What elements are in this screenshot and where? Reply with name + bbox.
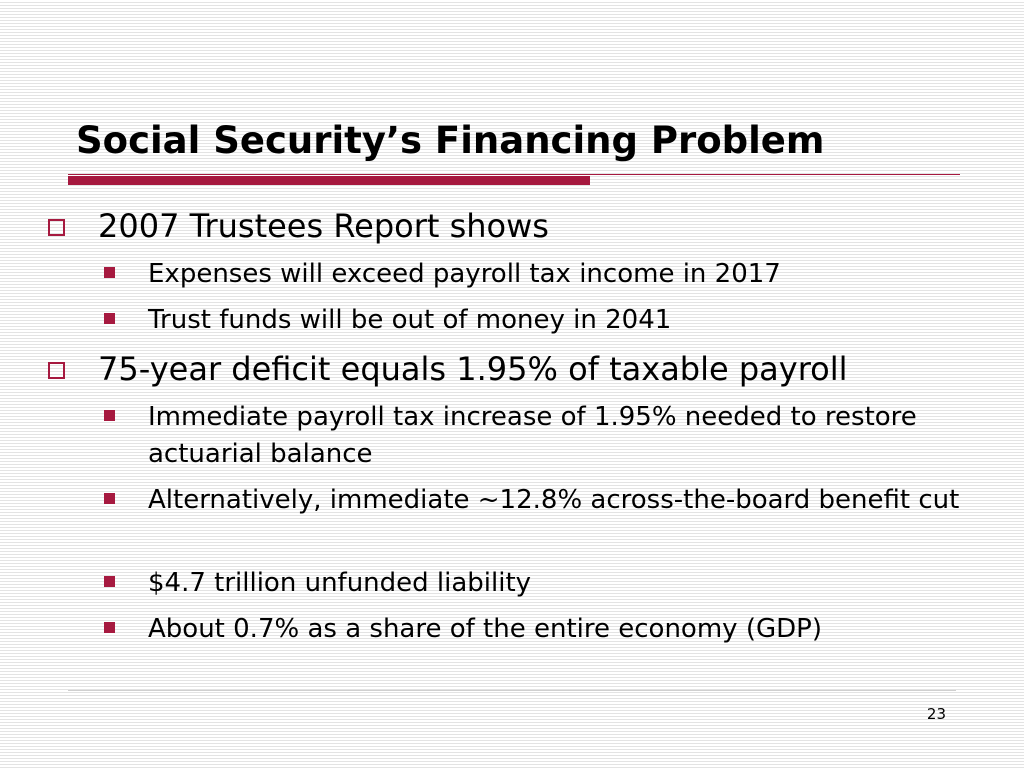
bullet-text: 2007 Trustees Report shows (98, 207, 549, 245)
bullet-text: 75-year deficit equals 1.95% of taxable payroll (98, 350, 848, 388)
sub-bullet-text: Immediate payroll tax increase of 1.95% needed to restore actuarial balance (148, 402, 917, 469)
filled-square-bullet-icon (104, 267, 115, 278)
sub-bullet-text: $4.7 trillion unfunded liability (148, 568, 532, 598)
filled-square-bullet-icon (104, 576, 115, 587)
hollow-square-bullet-icon (48, 362, 65, 379)
filled-square-bullet-icon (104, 313, 115, 324)
footer-divider (68, 690, 956, 691)
sub-bullet-trust-funds (104, 302, 968, 339)
sub-bullet-share-of-gdp (104, 611, 968, 648)
sub-bullet-expenses (104, 256, 968, 293)
filled-square-bullet-icon (104, 410, 115, 421)
sub-bullet-benefit-cut (104, 482, 968, 519)
sub-bullet-unfunded-liability (104, 565, 968, 602)
sub-bullet-text: Expenses will exceed payroll tax income in 2017 (148, 259, 781, 289)
hollow-square-bullet-icon (48, 219, 65, 236)
page-number: 23 (926, 705, 946, 723)
sub-bullet-text: Alternatively, immediate ~12.8% across-the-board benefit cut (148, 485, 960, 515)
sub-bullet-payroll-tax-increase (104, 399, 968, 473)
slide-title: Social Security’s Financing Problem (76, 119, 825, 162)
filled-square-bullet-icon (104, 493, 115, 504)
bullet-trustees-report (48, 206, 549, 246)
sub-bullet-text: Trust funds will be out of money in 2041 (148, 305, 672, 335)
bullet-75-year-deficit (48, 349, 848, 389)
filled-square-bullet-icon (104, 622, 115, 633)
sub-bullet-text: About 0.7% as a share of the entire economy (GDP) (148, 614, 822, 644)
